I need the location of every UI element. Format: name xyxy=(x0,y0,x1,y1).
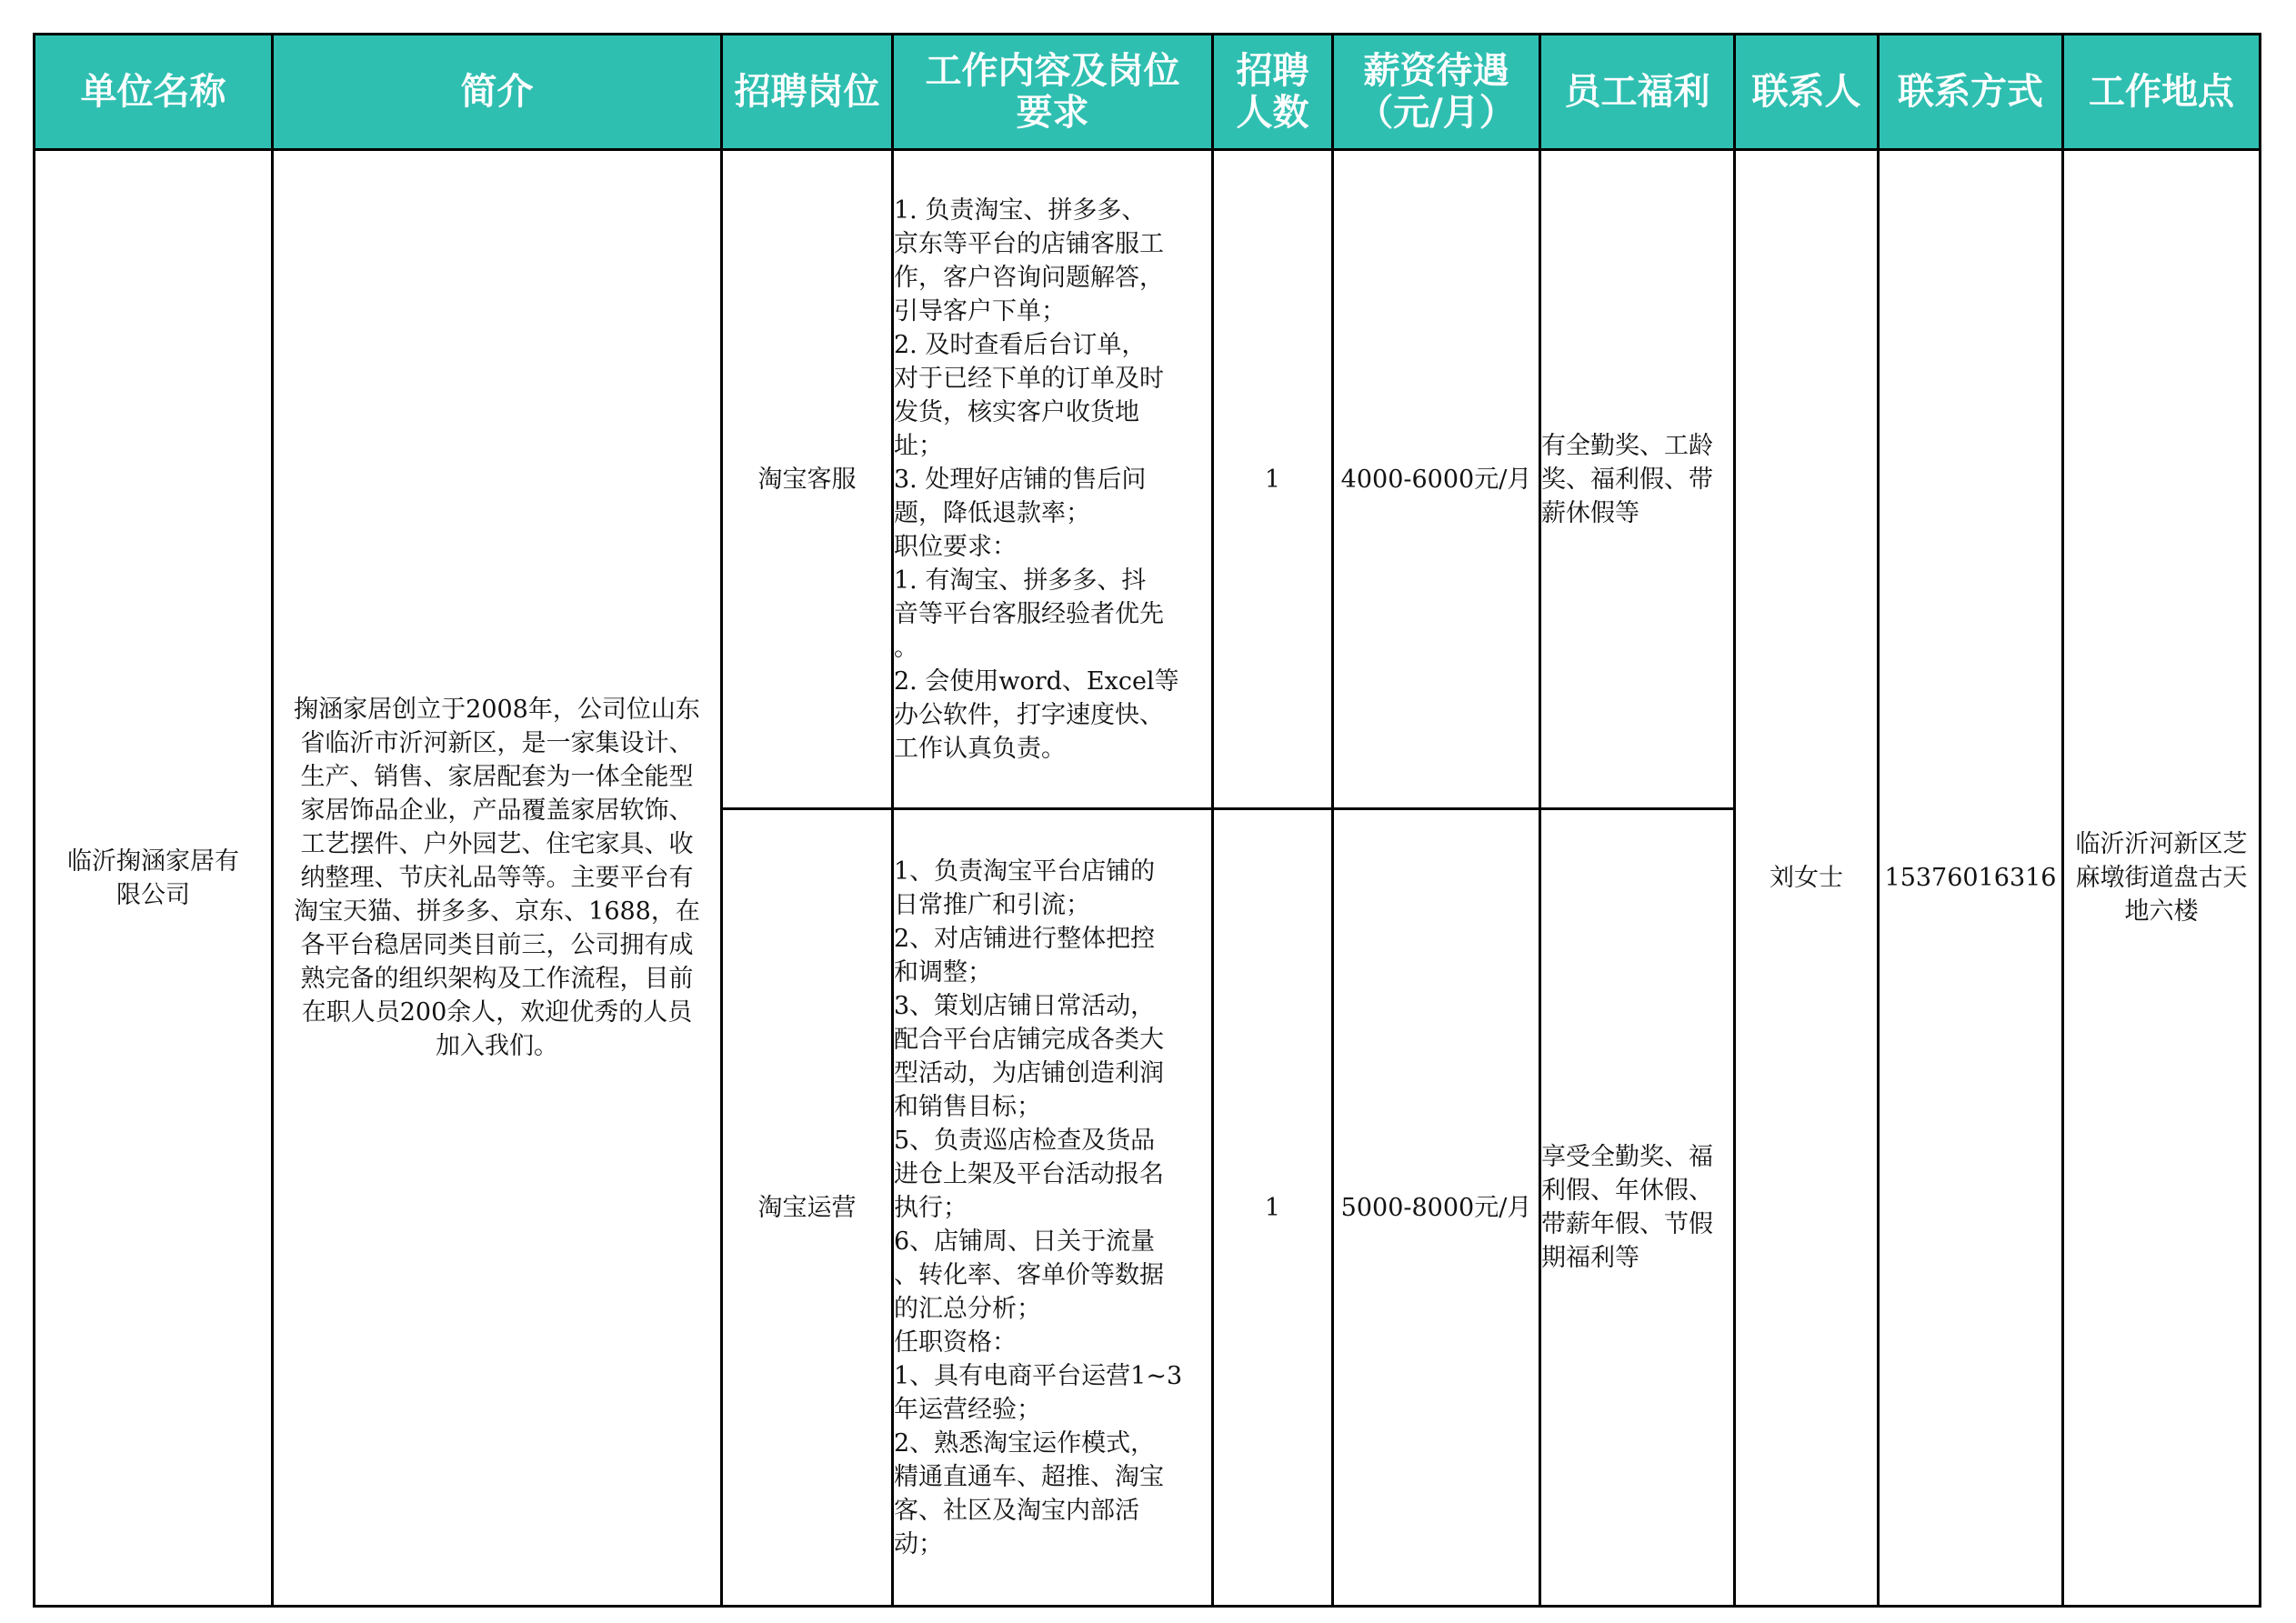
duty-line: 型活动，为店铺创造利润 xyxy=(894,1058,1164,1087)
job-duties xyxy=(894,855,1211,1561)
duty-line: 执行； xyxy=(894,1193,968,1222)
duty-line: 引导客户下单； xyxy=(894,296,1066,326)
job-salary-cell xyxy=(1333,150,1540,809)
job-welfare: 享受全勤奖、福利假、年休假、带薪年假、节假期福利等 xyxy=(1541,1143,1713,1272)
contact-person: 刘女士 xyxy=(1770,864,1843,892)
job-salary: 4000-6000元/月 xyxy=(1340,465,1532,494)
duty-line: 2、熟悉淘宝运作模式， xyxy=(894,1428,1156,1458)
header-count xyxy=(1213,35,1333,150)
header-welfare: 员工福利 xyxy=(1540,35,1735,150)
duty-line: 5、负责巡店检查及货品 xyxy=(894,1126,1156,1155)
job-count-cell xyxy=(1213,809,1333,1607)
duty-line: 2、对店铺进行整体把控 xyxy=(894,924,1156,953)
contact-phone: 15376016316 xyxy=(1884,864,2057,892)
duty-line: 、转化率、客单价等数据 xyxy=(894,1260,1164,1289)
duty-line: 精通直通车、超推、淘宝 xyxy=(894,1462,1164,1491)
phone-cell xyxy=(1879,150,2063,1607)
duty-line: 办公软件，打字速度快、 xyxy=(894,700,1164,729)
duty-line: 和销售目标； xyxy=(894,1092,1041,1121)
duty-line: 2. 会使用word、Excel等 xyxy=(894,666,1179,696)
job-duties-cell xyxy=(893,150,1213,809)
job-position: 淘宝运营 xyxy=(757,1193,857,1222)
header-row xyxy=(35,35,2261,150)
contact-cell xyxy=(1735,150,1879,1607)
duty-line: 和调整； xyxy=(894,957,992,987)
job-welfare-cell xyxy=(1540,809,1735,1607)
duty-line: 1、具有电商平台运营1~3 xyxy=(894,1361,1183,1390)
job-count: 1 xyxy=(1264,465,1281,494)
header-duties-label: 工作内容及岗位要求 xyxy=(925,50,1180,134)
recruitment-table xyxy=(33,33,2261,1608)
duty-line: 年运营经验； xyxy=(894,1395,1041,1424)
duty-line: 题，降低退款率； xyxy=(894,498,1090,527)
job-duties-cell xyxy=(893,809,1213,1607)
duty-line: 任职资格： xyxy=(894,1327,1017,1357)
header-company: 单位名称 xyxy=(35,35,273,150)
duty-line: 职位要求： xyxy=(894,532,1017,561)
job-salary-cell xyxy=(1333,809,1540,1607)
header-count-label: 招聘人数 xyxy=(1236,50,1309,134)
duty-line: 作，客户咨询问题解答， xyxy=(894,263,1164,292)
company-name-cell xyxy=(35,150,273,1607)
duty-line: 2. 及时查看后台订单， xyxy=(894,330,1147,359)
duty-line: 京东等平台的店铺客服工 xyxy=(894,229,1164,258)
duty-line: 动； xyxy=(894,1529,943,1558)
duty-line: 工作认真负责。 xyxy=(894,734,1066,763)
company-name: 临沂掬涵家居有限公司 xyxy=(67,847,239,909)
duty-line: 对于已经下单的订单及时 xyxy=(894,364,1164,393)
header-phone: 联系方式 xyxy=(1879,35,2063,150)
header-contact: 联系人 xyxy=(1735,35,1879,150)
job-count-cell xyxy=(1213,150,1333,809)
duty-line: 的汇总分析； xyxy=(894,1294,1041,1323)
header-duties xyxy=(893,35,1213,150)
duty-line: 配合平台店铺完成各类大 xyxy=(894,1025,1164,1054)
duty-line: 。 xyxy=(894,633,918,662)
header-salary xyxy=(1333,35,1540,150)
job-duties xyxy=(894,194,1211,766)
duty-line: 日常推广和引流； xyxy=(894,890,1090,919)
duty-line: 1. 有淘宝、拼多多、抖 xyxy=(894,566,1147,595)
duty-line: 1. 负责淘宝、拼多多、 xyxy=(894,195,1147,225)
duty-line: 6、店铺周、日关于流量 xyxy=(894,1227,1156,1256)
header-position: 招聘岗位 xyxy=(722,35,893,150)
job-position: 淘宝客服 xyxy=(757,465,857,494)
work-location: 临沂沂河新区芝麻墩街道盘古天地六楼 xyxy=(2075,830,2248,926)
recruitment-document xyxy=(33,33,2261,1608)
company-intro-cell xyxy=(273,150,722,1607)
duty-line: 1、负责淘宝平台店铺的 xyxy=(894,857,1156,886)
header-location: 工作地点 xyxy=(2063,35,2261,150)
company-intro: 掬涵家居创立于2008年，公司位山东省临沂市沂河新区，是一家集设计、生产、销售、家居配套为一体全能型家居饰品企业，产品覆盖家居软饰、工艺摆件、户外园艺、住宅家具、收纳整理、节庆礼品等等。主要平台有淘宝天猫、拼多多、京东、1688，在各平台稳居同类目前三，公司拥有成熟完备的组织架构及工作流程，目前在职人员200余人，欢迎优秀的人员加入我们。 xyxy=(294,696,700,1060)
job-position-cell xyxy=(722,150,893,809)
duty-line: 客、社区及淘宝内部活 xyxy=(894,1496,1139,1525)
job-welfare-cell xyxy=(1540,150,1735,809)
table-row xyxy=(35,150,2261,809)
duty-line: 3、策划店铺日常活动， xyxy=(894,991,1156,1020)
job-position-cell xyxy=(722,809,893,1607)
location-cell xyxy=(2063,150,2261,1607)
job-count: 1 xyxy=(1264,1193,1281,1222)
duty-line: 址； xyxy=(894,431,943,460)
job-welfare: 有全勤奖、工龄奖、福利假、带薪休假等 xyxy=(1541,431,1713,527)
header-intro: 简介 xyxy=(273,35,722,150)
duty-line: 发货，核实客户收货地 xyxy=(894,397,1139,426)
header-salary-label: 薪资待遇（元/月） xyxy=(1357,50,1516,134)
duty-line: 音等平台客服经验者优先 xyxy=(894,599,1164,628)
job-salary: 5000-8000元/月 xyxy=(1340,1193,1532,1222)
duty-line: 进仓上架及平台活动报名 xyxy=(894,1159,1164,1188)
duty-line: 3. 处理好店铺的售后问 xyxy=(894,465,1147,494)
